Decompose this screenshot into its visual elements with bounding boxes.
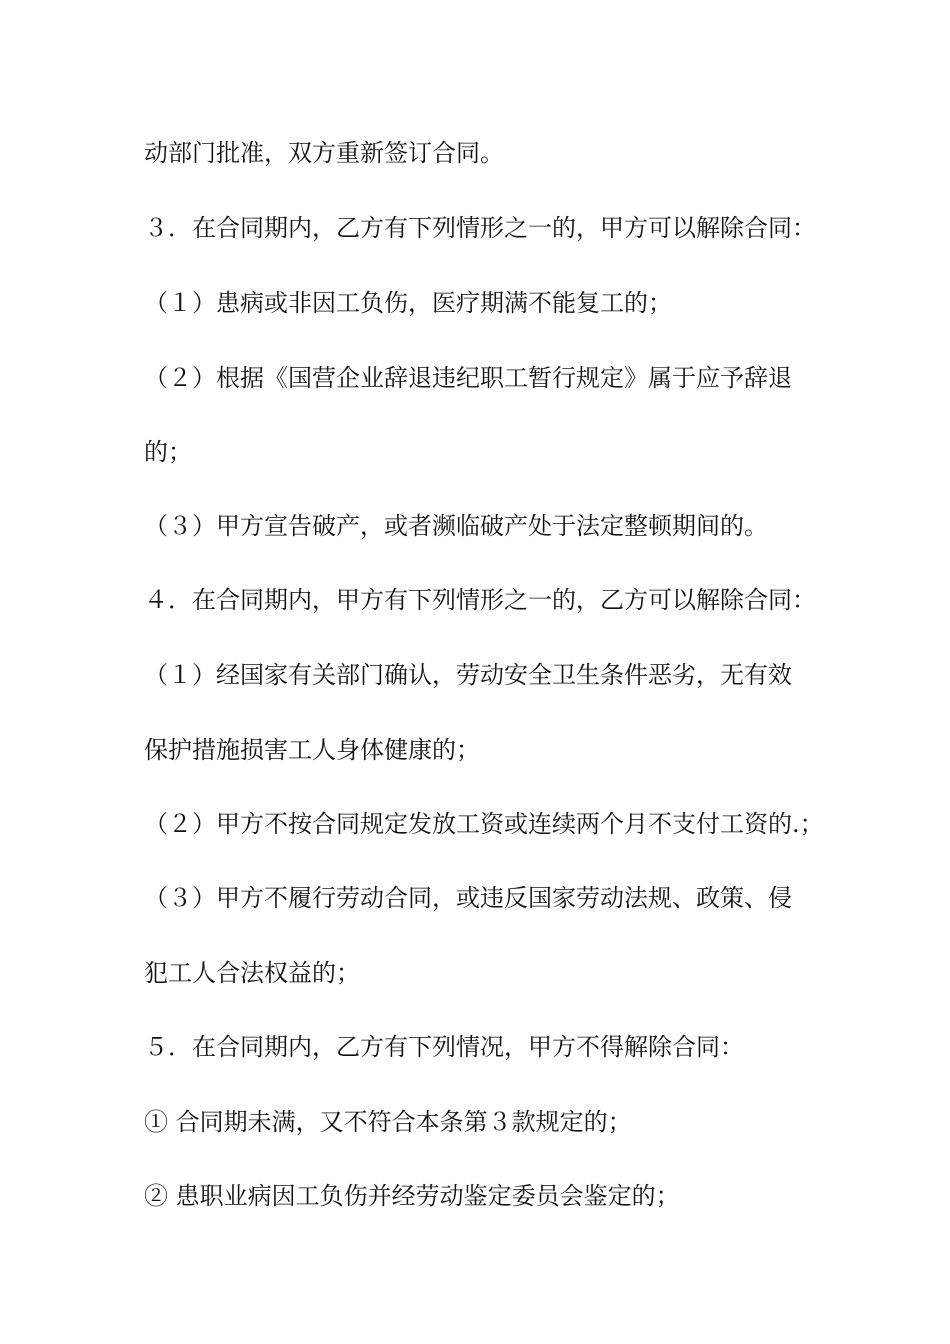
clause-3-heading: ３．在合同期内，乙方有下列情形之一的，甲方可以解除合同： (144, 214, 816, 242)
clause-4-item-1-cont: 保护措施损害工人身体健康的； (144, 736, 480, 764)
clause-5-item-1: ① 合同期未满，又不符合本条第３款规定的； (144, 1108, 632, 1136)
text-line-1: 动部门批准，双方重新签订合同。 (144, 139, 504, 167)
clause-5-heading: ５．在合同期内，乙方有下列情况，甲方不得解除合同： (144, 1033, 744, 1061)
clause-4-item-3-cont: 犯工人合法权益的； (144, 959, 360, 987)
clause-5-item-2: ② 患职业病因工负伤并经劳动鉴定委员会鉴定的； (144, 1182, 680, 1210)
clause-4-heading: ４．在合同期内，甲方有下列情形之一的，乙方可以解除合同： (144, 586, 816, 614)
clause-3-item-3: （３）甲方宣告破产，或者濒临破产处于法定整顿期间的。 (144, 512, 768, 540)
clause-3-item-2: （２）根据《国营企业辞退违纪职工暂行规定》属于应予辞退 (144, 364, 792, 392)
clause-4-item-2: （２）甲方不按合同规定发放工资或连续两个月不支付工资的.； (144, 810, 824, 838)
clause-3-item-2-cont: 的； (144, 438, 192, 466)
clause-3-item-1: （１）患病或非因工负伤，医疗期满不能复工的； (144, 289, 672, 317)
clause-4-item-1: （１）经国家有关部门确认，劳动安全卫生条件恶劣，无有效 (144, 661, 792, 689)
clause-4-item-3: （３）甲方不履行劳动合同，或违反国家劳动法规、政策、侵 (144, 884, 792, 912)
